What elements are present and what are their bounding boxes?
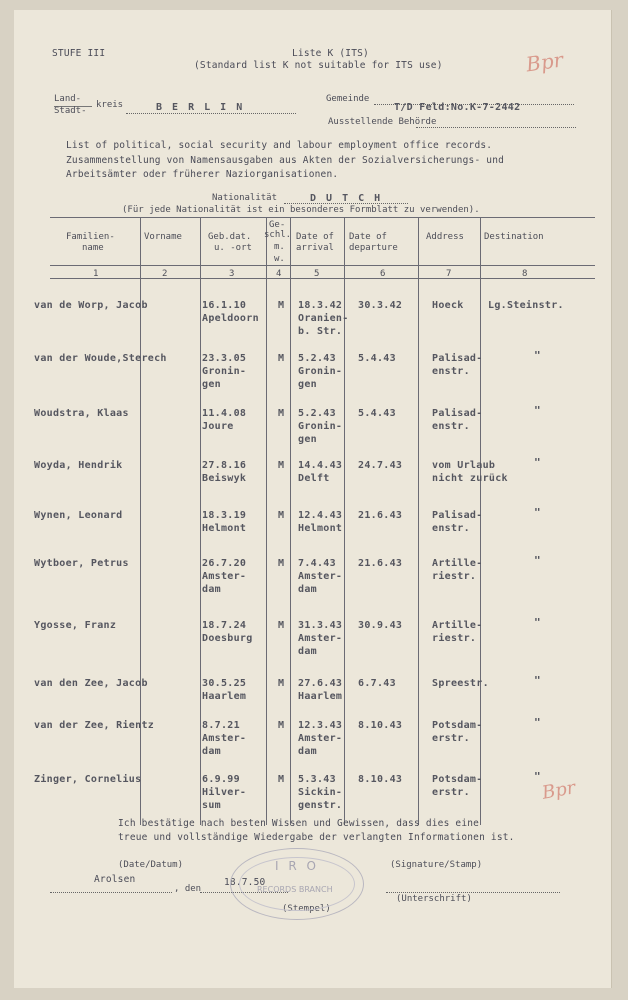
cell-sex: M	[278, 558, 285, 569]
cell-departure-date: 21.6.43	[358, 558, 403, 569]
col-number-6: 6	[380, 269, 386, 279]
date-value: 18.7.50	[224, 877, 266, 888]
cell-arrival-place: Amster-	[298, 733, 343, 744]
cell-arrival-date: 5.3.43	[298, 774, 336, 785]
cell-sex: M	[278, 620, 285, 631]
cell-destination-ditto: "	[534, 506, 541, 519]
col-number-2: 2	[162, 269, 168, 279]
cell-address: Palisad-	[432, 353, 483, 364]
cell-name: van der Woude,Sterech	[34, 353, 167, 364]
cell-arrival-date: 7.4.43	[298, 558, 336, 569]
col-number-8: 8	[522, 269, 528, 279]
cell-address-cont: erstr.	[432, 733, 470, 744]
stempel-label: (Stempel)	[282, 904, 331, 914]
col-header-geschl: Ge-	[269, 220, 286, 230]
cell-departure-date: 5.4.43	[358, 353, 396, 364]
cell-address: Artille-	[432, 620, 483, 631]
cell-birth-place: Amster-	[202, 571, 247, 582]
cell-arrival-place-cont: dam	[298, 746, 317, 757]
cell-name: Wytboer, Petrus	[34, 558, 129, 569]
nationality-note: (Für jede Nationalität ist ein besonderes Formblatt zu verwenden).	[122, 205, 480, 215]
cell-name: Ygosse, Franz	[34, 620, 117, 631]
cell-arrival-place-cont: gen	[298, 434, 317, 445]
cell-arrival-place: Oranien-	[298, 313, 349, 324]
confirmation-line-1: Ich bestätige nach besten Wissen und Gewissen, dass dies eine	[118, 818, 480, 829]
intro-line-3: Arbeitsämter oder früherer Naziorganisationen.	[66, 169, 339, 180]
cell-destination-ditto: "	[534, 349, 541, 362]
cell-address-cont: riestr.	[432, 571, 477, 582]
stufe-label: STUFE III	[52, 48, 106, 59]
cell-name: Zinger, Cornelius	[34, 774, 142, 785]
land-label: Land-	[54, 94, 82, 104]
cell-departure-date: 8.10.43	[358, 720, 403, 731]
date-label: (Date/Datum)	[118, 860, 184, 870]
handwritten-mark-bottom: Bpr	[540, 777, 577, 804]
col-header-gebdat-2: u. -ort	[214, 243, 252, 253]
cell-arrival-date: 18.3.42	[298, 300, 343, 311]
col-number-4: 4	[276, 269, 282, 279]
cell-sex: M	[278, 720, 285, 731]
cell-address: Palisad-	[432, 510, 483, 521]
cell-address: Potsdam-	[432, 720, 483, 731]
cell-birth-date: 23.3.05	[202, 353, 247, 364]
cell-birth-place: Doesburg	[202, 633, 253, 644]
cell-sex: M	[278, 678, 285, 689]
cell-birth-date: 18.3.19	[202, 510, 247, 521]
cell-arrival-date: 12.3.43	[298, 720, 343, 731]
col-number-3: 3	[229, 269, 235, 279]
nationality-value: D U T C H	[310, 193, 383, 204]
document-sheet	[14, 10, 612, 988]
cell-birth-place: Beiswyk	[202, 473, 247, 484]
gemeinde-value: T/D Feld:No.K-7-2442	[394, 102, 521, 113]
cell-destination-ditto: "	[534, 554, 541, 567]
cell-address-cont: riestr.	[432, 633, 477, 644]
gemeinde-label: Gemeinde	[326, 94, 370, 104]
stadt-label: Stadt-	[54, 106, 87, 116]
stamp-top-text: I R O	[275, 859, 319, 873]
cell-arrival-place-cont: dam	[298, 646, 317, 657]
cell-birth-place-cont: dam	[202, 584, 221, 595]
cell-arrival-place-cont: genstr.	[298, 800, 343, 811]
col-header-address: Address	[426, 232, 464, 242]
cell-arrival-place: Amster-	[298, 633, 343, 644]
nationality-label: Nationalität	[212, 193, 278, 203]
cell-birth-date: 11.4.08	[202, 408, 247, 419]
cell-birth-place-cont: sum	[202, 800, 221, 811]
cell-birth-place: Apeldoorn	[202, 313, 259, 324]
cell-address: Palisad-	[432, 408, 483, 419]
cell-arrival-date: 27.6.43	[298, 678, 343, 689]
cell-destination-ditto: "	[534, 770, 541, 783]
cell-birth-place-cont: gen	[202, 379, 221, 390]
cell-departure-date: 5.4.43	[358, 408, 396, 419]
cell-sex: M	[278, 408, 285, 419]
iro-stamp	[230, 848, 364, 920]
col-header-geschl-w: w.	[274, 254, 285, 264]
intro-line-2: Zusammenstellung von Namensausgaben aus Akten der Sozialversicherungs- und	[66, 155, 505, 166]
cell-birth-date: 27.8.16	[202, 460, 247, 471]
cell-arrival-place: Gronin-	[298, 366, 343, 377]
cell-address-cont: nicht zurück	[432, 473, 508, 484]
cell-birth-place: Gronin-	[202, 366, 247, 377]
col-header-departure: Date of	[349, 232, 387, 242]
col-header-familienname: Familien-	[66, 232, 115, 242]
cell-name: Woyda, Hendrik	[34, 460, 123, 471]
cell-arrival-date: 14.4.43	[298, 460, 343, 471]
cell-birth-place: Hilver-	[202, 787, 247, 798]
cell-address: vom Urlaub	[432, 460, 496, 471]
cell-birth-place: Helmont	[202, 523, 247, 534]
cell-departure-date: 21.6.43	[358, 510, 403, 521]
cell-name: van de Worp, Jacob	[34, 300, 148, 311]
cell-birth-place-cont: dam	[202, 746, 221, 757]
cell-departure-date: 6.7.43	[358, 678, 396, 689]
col-number-5: 5	[314, 269, 320, 279]
cell-birth-place: Joure	[202, 421, 234, 432]
kreis-label: kreis	[96, 100, 124, 110]
cell-arrival-place: Haarlem	[298, 691, 343, 702]
cell-arrival-place-cont: gen	[298, 379, 317, 390]
cell-arrival-date: 12.4.43	[298, 510, 343, 521]
cell-address-cont: erstr.	[432, 787, 470, 798]
cell-arrival-place: Sickin-	[298, 787, 343, 798]
cell-destination-ditto: "	[534, 716, 541, 729]
cell-arrival-place: Gronin-	[298, 421, 343, 432]
cell-arrival-date: 31.3.43	[298, 620, 343, 631]
signature-label: (Signature/Stamp)	[390, 860, 483, 870]
cell-address: Artille-	[432, 558, 483, 569]
cell-address-cont: enstr.	[432, 421, 470, 432]
cell-address-cont: enstr.	[432, 523, 470, 534]
cell-sex: M	[278, 774, 285, 785]
cell-arrival-place: Delft	[298, 473, 330, 484]
col-header-geschl-2: schl.	[264, 230, 292, 240]
cell-departure-date: 24.7.43	[358, 460, 403, 471]
liste-subtitle: (Standard list K not suitable for ITS use)	[194, 60, 443, 71]
col-header-departure-2: departure	[349, 243, 398, 253]
cell-departure-date: 8.10.43	[358, 774, 403, 785]
den-label: , den	[174, 884, 202, 894]
cell-name: Woudstra, Klaas	[34, 408, 129, 419]
confirmation-line-2: treue und vollständige Wiedergabe der verlangten Informationen ist.	[118, 832, 515, 843]
col-number-1: 1	[93, 269, 99, 279]
cell-sex: M	[278, 510, 285, 521]
cell-name: Wynen, Leonard	[34, 510, 123, 521]
cell-arrival-place: Helmont	[298, 523, 343, 534]
intro-line-1: List of political, social security and labour employment office records.	[66, 140, 493, 151]
cell-name: van der Zee, Rientz	[34, 720, 155, 731]
cell-departure-date: 30.3.42	[358, 300, 403, 311]
col-header-geschl-m: m.	[274, 242, 285, 252]
cell-destination-ditto: "	[534, 616, 541, 629]
stamp-mid-text: RECORDS BRANCH	[257, 885, 333, 894]
place-value: Arolsen	[94, 874, 136, 885]
col-header-arrival-2: arrival	[296, 243, 334, 253]
col-header-familienname-2: name	[82, 243, 104, 253]
cell-destination: Lg.Steinstr.	[488, 300, 564, 311]
cell-birth-date: 16.1.10	[202, 300, 247, 311]
handwritten-mark-top: Bpr	[524, 47, 565, 77]
kreis-value: B E R L I N	[156, 102, 245, 113]
behoerde-label: Ausstellende Behörde	[328, 117, 437, 127]
cell-birth-date: 26.7.20	[202, 558, 247, 569]
cell-birth-place: Amster-	[202, 733, 247, 744]
cell-sex: M	[278, 460, 285, 471]
cell-departure-date: 30.9.43	[358, 620, 403, 631]
cell-sex: M	[278, 353, 285, 364]
cell-birth-place: Haarlem	[202, 691, 247, 702]
col-header-gebdat: Geb.dat.	[208, 232, 252, 242]
cell-birth-date: 18.7.24	[202, 620, 247, 631]
col-header-arrival: Date of	[296, 232, 334, 242]
cell-sex: M	[278, 300, 285, 311]
cell-arrival-place-cont: b. Str.	[298, 326, 343, 337]
cell-arrival-place: Amster-	[298, 571, 343, 582]
cell-arrival-date: 5.2.43	[298, 353, 336, 364]
col-header-vorname: Vorname	[144, 232, 182, 242]
cell-birth-date: 8.7.21	[202, 720, 240, 731]
liste-title: Liste K (ITS)	[292, 48, 369, 59]
cell-birth-date: 6.9.99	[202, 774, 240, 785]
cell-destination-ditto: "	[534, 404, 541, 417]
cell-destination-ditto: "	[534, 674, 541, 687]
cell-name: van den Zee, Jacob	[34, 678, 148, 689]
cell-address: Potsdam-	[432, 774, 483, 785]
cell-address: Hoeck	[432, 300, 464, 311]
cell-arrival-place-cont: dam	[298, 584, 317, 595]
cell-destination-ditto: "	[534, 456, 541, 469]
cell-arrival-date: 5.2.43	[298, 408, 336, 419]
cell-address-cont: enstr.	[432, 366, 470, 377]
col-number-7: 7	[446, 269, 452, 279]
cell-birth-date: 30.5.25	[202, 678, 247, 689]
unterschrift-label: (Unterschrift)	[396, 894, 472, 904]
cell-address: Spreestr.	[432, 678, 489, 689]
col-header-destination: Destination	[484, 232, 544, 242]
